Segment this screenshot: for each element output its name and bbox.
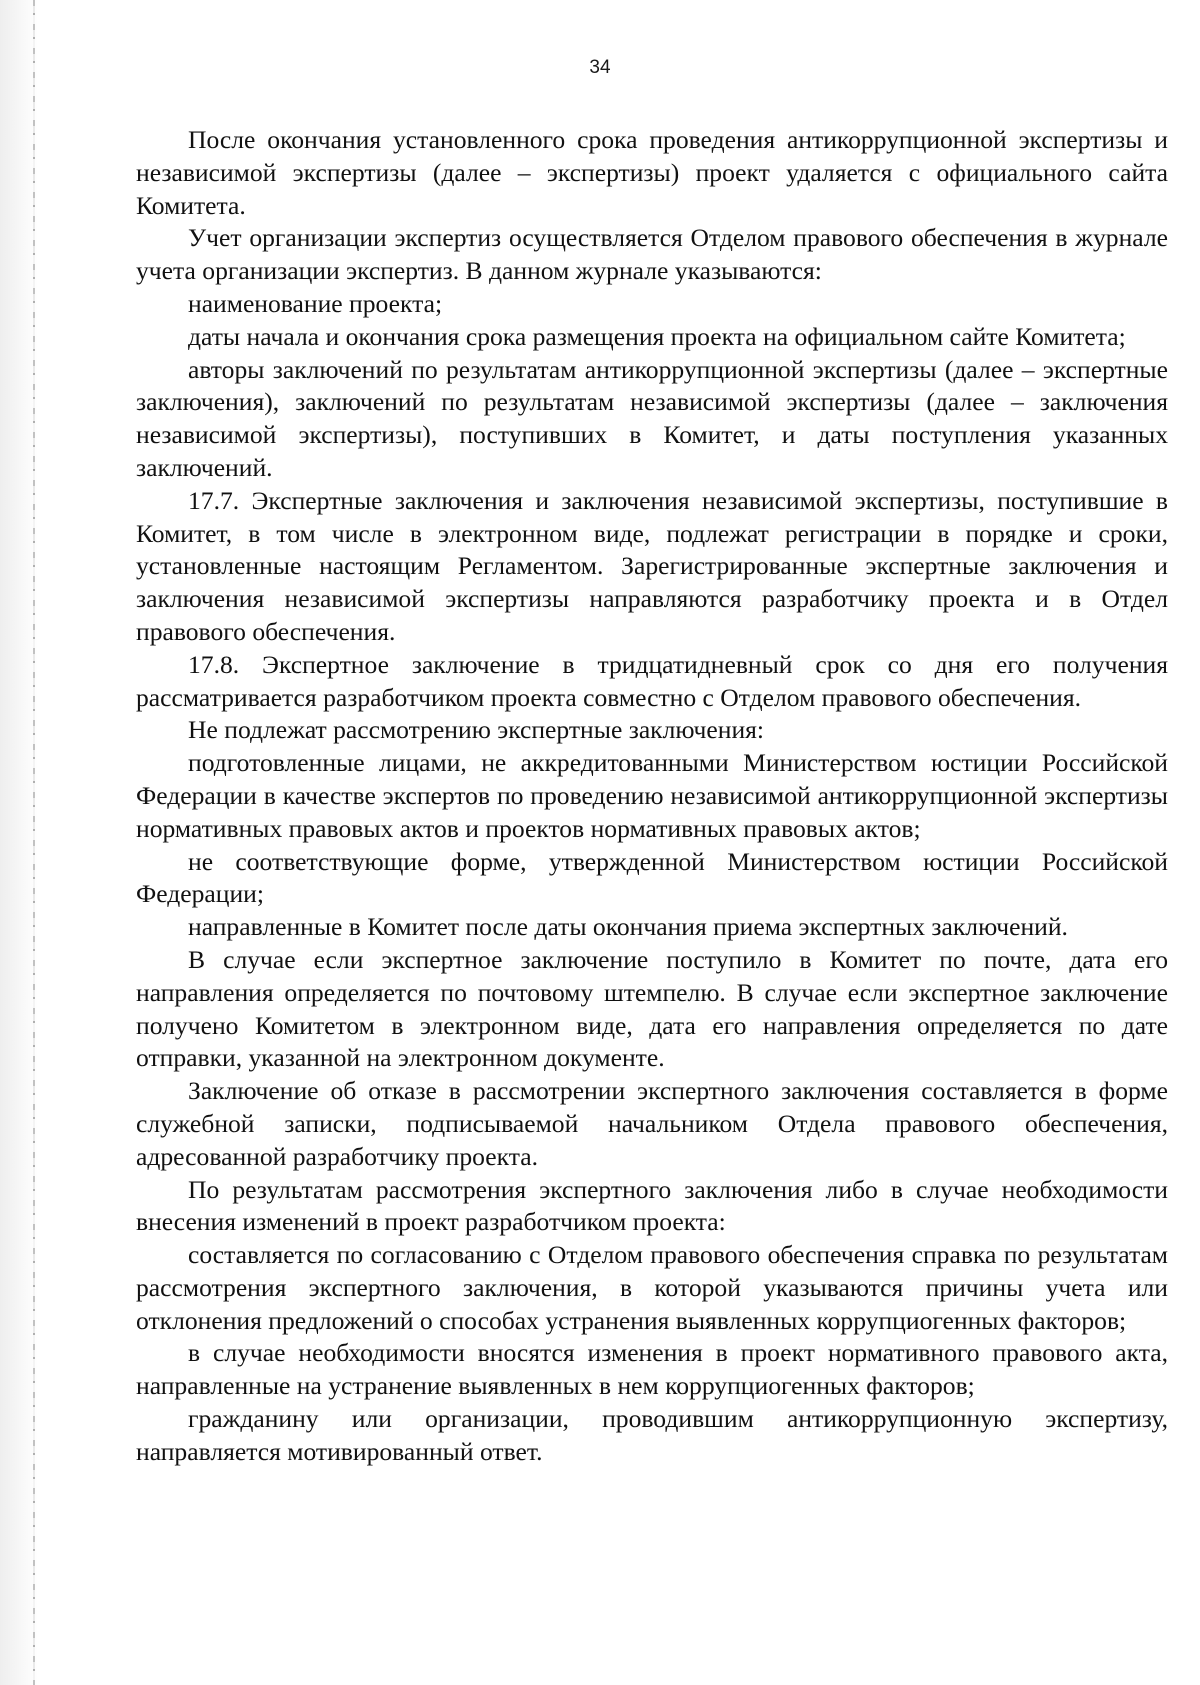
page-number: 34 (589, 57, 611, 78)
list-item: авторы заключений по результатам антикоррупционной экспертизы (далее – экспертные заключения), заключений по результатам независимой экспертизы (далее – заключения независимой экспертизы), поступивших в Комитет, и даты поступления указанных заключений. (136, 354, 1168, 482)
list-item: подготовленные лицами, не аккредитованными Министерством юстиции Российской Федерации в качестве экспертов по проведению независимой антикоррупционной экспертизы нормативных правовых актов и проектов нормативных правовых актов; (136, 748, 1168, 843)
paragraph: Учет организации экспертиз осуществляется Отделом правового обеспечения в журнале учета организации экспертиз. В данном журнале указываются: (136, 223, 1168, 286)
list-item: составляется по согласованию с Отделом правового обеспечения справка по результатам рассмотрения экспертного заключения, в которой указываются причины учета или отклонения предложений о способах устранения выявленных коррупциогенных факторов; (136, 1240, 1168, 1335)
paragraph: По результатам рассмотрения экспертного заключения либо в случае необходимости внесения изменений в проект разработчиком проекта: (136, 1174, 1168, 1237)
list-item: направленные в Комитет после даты окончания приема экспертных заключений. (188, 912, 1068, 942)
paragraph: Не подлежат рассмотрению экспертные заключения: (188, 715, 765, 745)
document-body (136, 124, 1168, 1469)
list-item: не соответствующие форме, утвержденной Министерством юстиции Российской Федерации; (136, 846, 1168, 909)
scan-edge (0, 0, 38, 1685)
list-item: даты начала и окончания срока размещения проекта на официальном сайте Комитета; (188, 321, 1126, 351)
list-item: наименование проекта; (188, 288, 443, 318)
clause-17-7: 17.7. Экспертные заключения и заключения независимой экспертизы, поступившие в Комитет, в том числе в электронном виде, подлежат регистрации в порядке и сроки, установленные настоящим Регламентом. Зарегистрированные экспертные заключения и заключения независимой экспертизы направляются разработчику проекта и в Отдел правового обеспечения. (136, 485, 1168, 646)
clause-17-8: 17.8. Экспертное заключение в тридцатидневный срок со дня его получения рассматривается разработчиком проекта совместно с Отделом правового обеспечения. (136, 649, 1168, 712)
list-item: гражданину или организации, проводившим антикоррупционную экспертизу, направляется мотивированный ответ. (136, 1404, 1168, 1466)
list-item: в случае необходимости вносятся изменения в проект нормативного правового акта, направленные на устранение выявленных в нем коррупциогенных факторов; (136, 1338, 1168, 1401)
paragraph: Заключение об отказе в рассмотрении экспертного заключения составляется в форме служебной записки, подписываемой начальником Отдела правового обеспечения, адресованной разработчику проекта. (136, 1076, 1168, 1171)
paragraph: В случае если экспертное заключение поступило в Комитет по почте, дата его направления определяется по почтовому штемпелю. В случае если экспертное заключение получено Комитетом в электронном виде, дата его направления определяется по дате отправки, указанной на электронном документе. (136, 944, 1168, 1073)
paragraph: После окончания установленного срока проведения антикоррупционной экспертизы и независимой экспертизы (далее – экспертизы) проект удаляется с официального сайта Комитета. (136, 125, 1168, 220)
